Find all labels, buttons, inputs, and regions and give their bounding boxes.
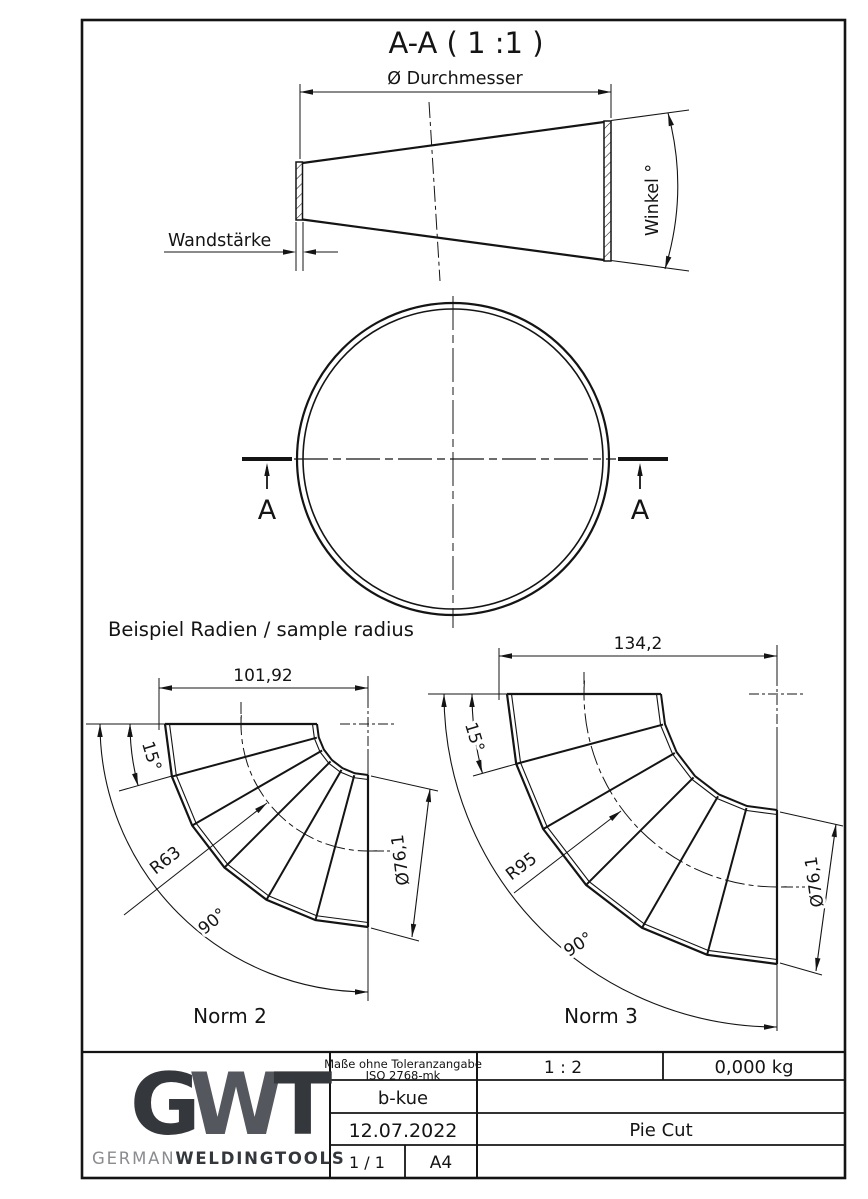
dimension-arrowhead bbox=[609, 811, 621, 821]
norm2-diameter-dim: Ø76,1 bbox=[387, 833, 415, 887]
line-art bbox=[172, 738, 317, 777]
dimension-arrowhead bbox=[303, 249, 316, 254]
line-art bbox=[642, 796, 718, 928]
section-marker-a-right: A bbox=[630, 495, 650, 526]
gwt-logo-letter-t: T bbox=[273, 1055, 333, 1155]
dimension-arrowhead bbox=[264, 463, 269, 476]
dimension-arrowhead bbox=[815, 958, 820, 971]
norm3-segment-angle-dim: 15° bbox=[460, 719, 489, 755]
line-art bbox=[303, 220, 605, 261]
dimension-arrowhead bbox=[476, 760, 482, 773]
dimension-arrowhead bbox=[355, 685, 368, 690]
line-art bbox=[611, 261, 689, 272]
line-art bbox=[303, 122, 605, 163]
sheet-field: 1 / 1 bbox=[349, 1153, 385, 1172]
norm3-diameter-dim: Ø76,1 bbox=[801, 855, 829, 909]
angle-dim-label: Winkel ° bbox=[643, 163, 663, 237]
tolerance-note-line2: ISO 2768-mk bbox=[365, 1068, 441, 1083]
weight-field: 0,000 kg bbox=[714, 1057, 794, 1078]
line-art bbox=[611, 110, 689, 121]
line-art bbox=[707, 808, 746, 955]
line-art bbox=[119, 776, 172, 791]
cone-left-wall bbox=[296, 162, 303, 220]
gwt-brand-bold: WELDINGTOOLS bbox=[175, 1149, 346, 1168]
line-art bbox=[315, 775, 354, 920]
samples-heading: Beispiel Radien / sample radius bbox=[108, 618, 414, 641]
dimension-arrowhead bbox=[127, 724, 132, 737]
line-art bbox=[412, 789, 430, 937]
gwt-brand-line bbox=[92, 1149, 346, 1168]
dimension-arrowhead bbox=[832, 824, 837, 837]
dimension-arrowhead bbox=[355, 989, 368, 994]
scale-field: 1 : 2 bbox=[543, 1058, 583, 1078]
date-field: 12.07.2022 bbox=[348, 1120, 458, 1142]
cone-right-wall bbox=[604, 121, 611, 261]
gwt-brand-light: GERMAN bbox=[92, 1149, 176, 1168]
line-art bbox=[516, 725, 663, 764]
dimension-arrowhead bbox=[637, 463, 642, 476]
dimension-arrowhead bbox=[283, 249, 296, 254]
dimension-arrowhead bbox=[132, 773, 138, 786]
dimension-arrowhead bbox=[668, 113, 674, 126]
norm3-name-label: Norm 3 bbox=[564, 1004, 638, 1028]
norm3-width-dim: 134,2 bbox=[613, 634, 663, 654]
line-art bbox=[543, 753, 675, 829]
line-art bbox=[124, 803, 267, 915]
line-art bbox=[429, 102, 440, 281]
gwt-logo-letter-w: W bbox=[188, 1055, 284, 1155]
dimension-arrowhead bbox=[764, 653, 777, 658]
dimension-arrowhead bbox=[255, 803, 267, 813]
dimension-arrowhead bbox=[665, 256, 671, 269]
norm2-segment-angle-dim: 15° bbox=[137, 738, 166, 774]
diameter-dim-label: Ø Durchmesser bbox=[387, 69, 523, 89]
line-art bbox=[586, 777, 693, 884]
line-art bbox=[780, 812, 843, 826]
gwt-logo bbox=[130, 1055, 332, 1155]
norm2-bend-angle-dim: 90° bbox=[194, 904, 231, 940]
norm3-radius-dim: R95 bbox=[502, 848, 541, 885]
dimension-arrowhead bbox=[159, 685, 172, 690]
tolerance-note-line1: Maße ohne Toleranzangabe bbox=[324, 1057, 482, 1071]
dimension-arrowhead bbox=[97, 724, 102, 737]
section-view-title: A-A ( 1 :1 ) bbox=[388, 26, 544, 60]
norm2-name-label: Norm 2 bbox=[193, 1004, 267, 1028]
winkel-arc bbox=[665, 113, 678, 269]
dimension-arrowhead bbox=[598, 89, 611, 94]
norm2-width-dim: 101,92 bbox=[233, 666, 293, 686]
dimension-arrowhead bbox=[469, 694, 474, 707]
gwt-logo-letter-g: G bbox=[130, 1055, 201, 1155]
section-marker-a-left: A bbox=[257, 495, 277, 526]
wall-thickness-label: Wandstärke bbox=[168, 231, 272, 251]
norm2-radius-dim: R63 bbox=[146, 842, 185, 879]
dimension-arrowhead bbox=[764, 1024, 777, 1029]
part-title-field: Pie Cut bbox=[629, 1120, 693, 1141]
author-field: b-kue bbox=[377, 1088, 429, 1109]
format-field: A4 bbox=[429, 1153, 453, 1173]
line-art bbox=[371, 776, 438, 791]
dimension-arrowhead bbox=[441, 694, 446, 707]
norm3-bend-angle-dim: 90° bbox=[560, 928, 597, 962]
dimension-arrowhead bbox=[300, 89, 313, 94]
dimension-arrowhead bbox=[499, 653, 512, 658]
